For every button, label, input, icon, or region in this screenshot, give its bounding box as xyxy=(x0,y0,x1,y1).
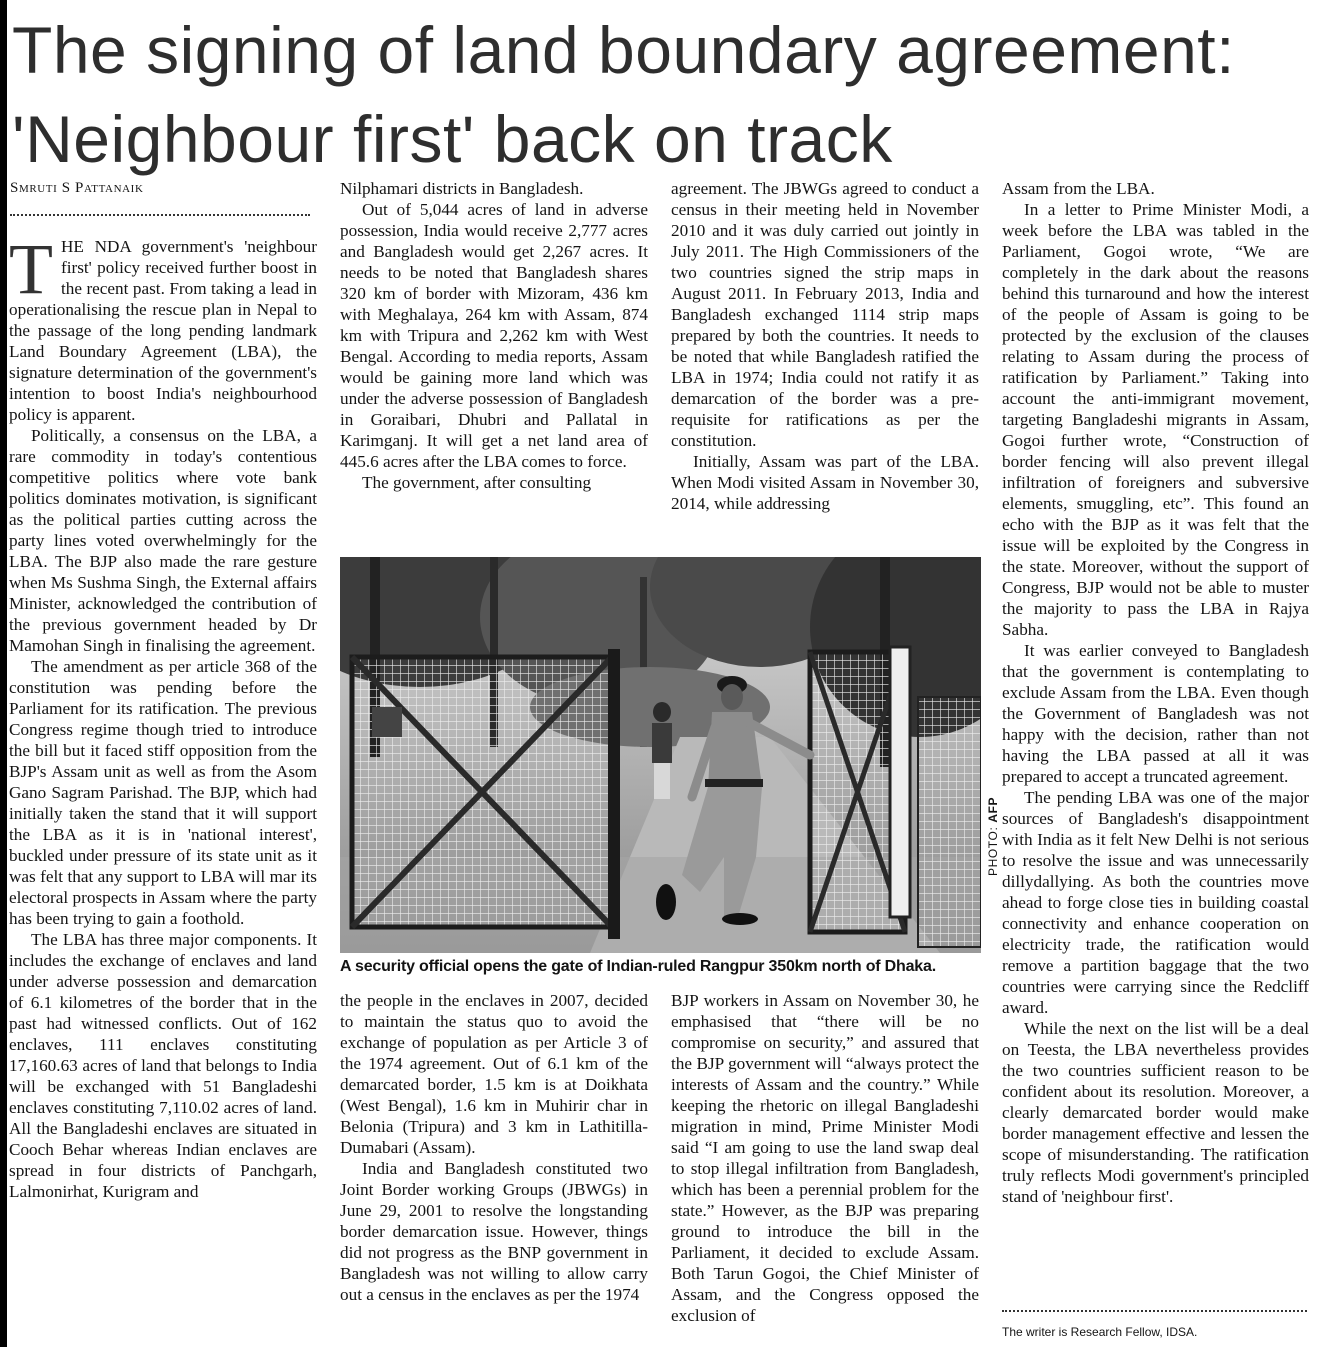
photo-caption: A security official opens the gate of Indian-ruled Rangpur 350km north of Dhaka. xyxy=(340,958,936,975)
paragraph: The government, after consulting xyxy=(362,473,592,492)
left-margin-bar xyxy=(0,0,7,1347)
photo-credit xyxy=(986,797,1000,876)
news-photo xyxy=(340,557,981,953)
paragraph: Assam from the LBA. xyxy=(1002,179,1155,198)
paragraph: The pending LBA was one of the major sources of Bangladesh's disappointment with India as it felt New Delhi is not serious to resolve the issue and was unnecessarily dillydallying. As both the countries move ahead to forge close ties in building coastal connectivity and enhance cooperation on electricity trade, the ratification would remove a partition baggage that the two countries were carrying since the Redcliff award. xyxy=(1002,788,1309,1017)
paragraph: Nilphamari districts in Bangladesh. xyxy=(340,179,584,198)
footnote-divider xyxy=(1002,1310,1307,1312)
paragraph: In a letter to Prime Minister Modi, a week before the LBA was tabled in the Parliament, Gogoi wrote, “We are completely in the dark about the reasons behind this turnaround and how the interest of the people of Assam is going to be protected by the exclusion of the clauses relating to Assam during the process of ratification by Parliament.” Taking into account the anti-immigrant movement, targeting Bangladeshi migrants in Assam, Gogoi further wrote, “Construction of border fencing will also prevent illegal infiltration of foreigners and subversive elements, smuggling, etc”. This found an echo with the BJP as it was felt that the issue will be exploited by the Congress in the state. Moreover, without the support of Congress, BJP would not be able to muster the majority to pass the LBA in Rajya Sabha. xyxy=(1002,200,1309,639)
paragraph: India and Bangladesh constituted two Joint Border working Groups (JBWGs) in June 29, 2001 to resolve the longstanding border demarcation issue. However, things did not progress as the BNP government in Bangladesh was not willing to allow carry out a census in the enclaves as per the 1974 xyxy=(340,1159,648,1304)
column-1 xyxy=(9,229,317,1202)
headline-line-2: 'Neighbour first' back on track xyxy=(12,102,893,176)
column-3-top xyxy=(671,178,979,514)
column-3-bottom xyxy=(671,990,979,1326)
paragraph: BJP workers in Assam on November 30, he emphasised that “there will be no compromise on security,” and assured that the BJP government will “always protect the interests of Assam and the country.” While keeping the rhetoric on illegal Bangladeshi migration in mind, Prime Minister Modi said “I am going to use the land swap deal to stop illegal infiltration from Bangladesh, which has been a perennial problem for the state.” However, as the BJP was preparing ground to introduce the bill in the Parliament, it decided to exclude Assam. Both Tarun Gogoi, the Chief Minister of Assam, and the Congress opposed the exclusion of xyxy=(671,991,979,1325)
paragraph: agreement. The JBWGs agreed to conduct a census in their meeting held in November 2010 and it was duly carried out jointly in July 2011. The High Commissioners of the two countries signed the strip maps in August 2011. In February 2013, India and Bangladesh exchanged 1114 strip maps prepared by both the countries. It needs to be noted that while Bangladesh ratified the LBA in 1974; India could not ratify it as demarcation of the border was a pre-requisite for ratifications as per the constitution. xyxy=(671,179,979,450)
headline-line-1: The signing of land boundary agreement: xyxy=(12,13,1235,87)
column-2-top xyxy=(340,178,648,493)
photo-credit-source: AFP xyxy=(986,796,1000,823)
paragraph: The amendment as per article 368 of the constitution was pending before the Parliament for its ratification. The previous Congress regime though tried to introduce the bill but it faced stiff opposition from the BJP's Assam unit as well as from the Asom Gano Sagram Parishad. The BJP, which had initially taken the stand that it will support the LBA as it is in 'national interest', buckled under pressure of its state unit as it was felt that any support to LBA will mar its electoral prospects in Assam where the party has been trying to gain a foothold. xyxy=(9,657,317,928)
byline: Smruti S Pattanaik xyxy=(10,180,144,196)
paragraph xyxy=(9,229,317,425)
paragraph: While the next on the list will be a deal on Teesta, the LBA nevertheless provides the two countries sufficient reason to be confident about its resolution. Moreover, a clearly demarcated border would make border management effective and lessen the scope of misunderstanding. The ratification truly reflects Modi government's principled stand of 'neighbour first'. xyxy=(1002,1019,1309,1206)
paragraph: It was earlier conveyed to Bangladesh that the government is contemplating to exclude Assam from the LBA. Even though the Government of Bangladesh was not happy with the decision, rather than not having the LBA passed at all it was prepared to accept a truncated agreement. xyxy=(1002,641,1309,786)
paragraph: the people in the enclaves in 2007, decided to maintain the status quo to avoid the exchange of population as per Article 3 of the 1974 agreement. Out of 6.1 km of the demarcated border, 1.5 km is at Doikhata (West Bengal), 1.6 km in Muhirir char in Belonia (Tripura) and 3 km in Lathitilla-Dumabari (Assam). xyxy=(340,991,648,1157)
paragraph-text: HE NDA government's 'neighbour first' policy received further boost in the recent past. From taking a lead in operationalising the rescue plan in Nepal to the passage of the long pending landmark Land Boundary Agreement (LBA), the signature determination of the government's intention to boost India's neighbourhood policy is apparent. xyxy=(9,237,317,424)
photo-illustration xyxy=(340,557,981,953)
photo-credit-label: PHOTO: xyxy=(986,822,1000,876)
paragraph: Out of 5,044 acres of land in adverse possession, India would receive 2,777 acres and Bangladesh would get 2,267 acres. It needs to be noted that Bangladesh shares 320 km of border with Mizoram, 436 km with Meghalaya, 264 km with Assam, 874 km with Tripura and 2,262 km with West Bengal. According to media reports, Assam would be gaining more land which was under the adverse possession of Bangladesh in Goraibari, Dhubri and Pallatal in Karimganj. It will get a net land area of 445.6 acres after the LBA comes to force. xyxy=(340,200,648,471)
paragraph: Initially, Assam was part of the LBA. When Modi visited Assam in November 30, 2014, while addressing xyxy=(671,452,979,513)
paragraph: Politically, a consensus on the LBA, a rare commodity in today's contentious competitive politics where vote bank politics dominates motivation, is significant as the political parties cutting across the party lines voted overwhelmingly for the LBA. The BJP also made the rare gesture when Ms Sushma Singh, the External affairs Minister, acknowledged the contribution of the previous government headed by Dr Mamohan Singh in finalising the agreement. xyxy=(9,426,317,655)
author-footnote: The writer is Research Fellow, IDSA. xyxy=(1002,1325,1198,1339)
drop-cap: T xyxy=(9,229,53,309)
column-4 xyxy=(1002,178,1309,1207)
byline-divider xyxy=(10,214,310,216)
column-2-bottom xyxy=(340,990,648,1305)
paragraph: The LBA has three major components. It includes the exchange of enclaves and land under adverse possession and demarcation of 6.1 kilometres of the border that in the past had witnessed conflicts. Out of 162 enclaves, 111 enclaves constituting 17,160.63 acres of land that belongs to India will be exchanged with 51 Bangladeshi enclaves constituting 7,110.02 acres of land. All the Bangladeshi enclaves are situated in Cooch Behar whereas Indian enclaves are spread in four districts of Panchgarh, Lalmonirhat, Kurigram and xyxy=(9,930,317,1201)
headline xyxy=(12,6,1322,184)
